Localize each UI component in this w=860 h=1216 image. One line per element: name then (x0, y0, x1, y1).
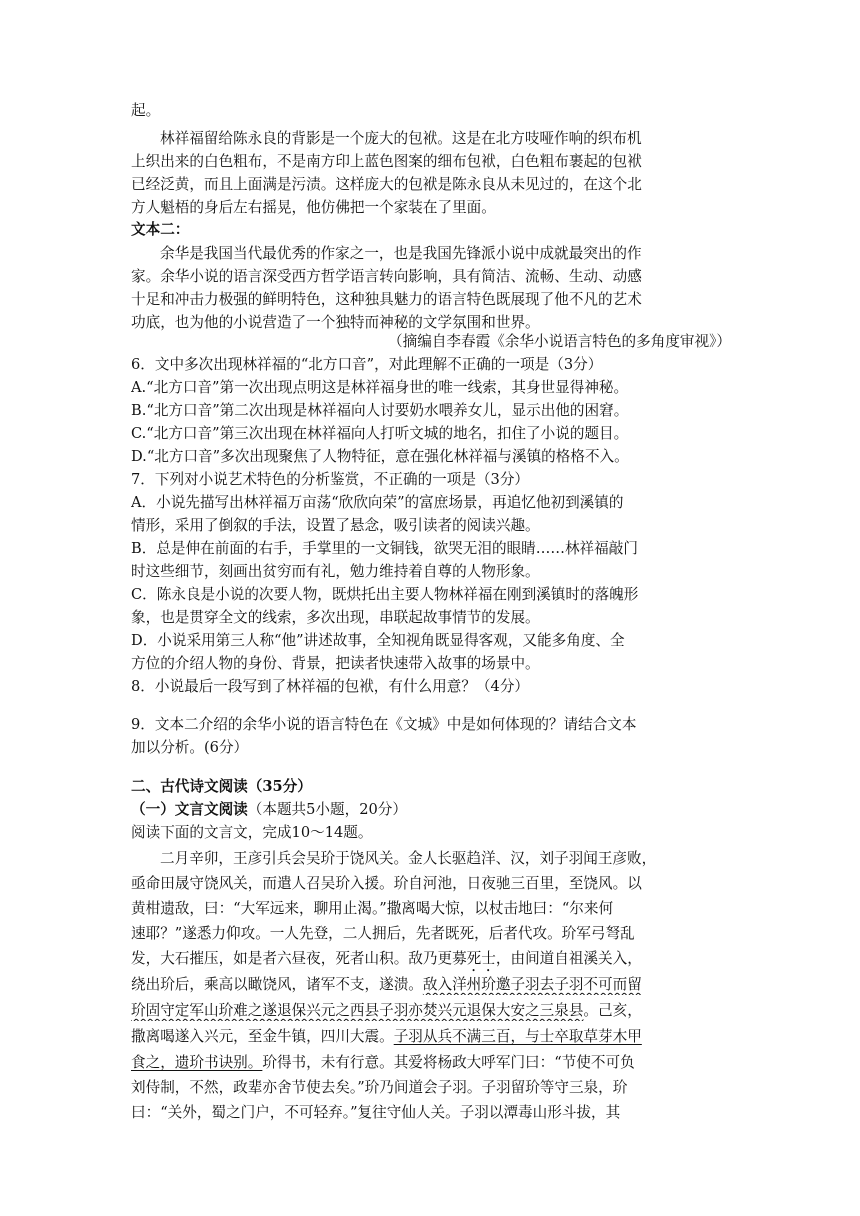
section-2-heading: 二、古代诗文阅读（35分） (131, 778, 312, 795)
subheading-title: （一）文言文阅读 (131, 801, 248, 818)
question-7-option-d-cont: 方位的介绍人物的身份、背景，把读者快速带入故事的场景中。 (131, 655, 540, 672)
text2-line: 家。余华小说的语言深受西方哲学语言转向影响，具有简洁、流畅、生动、动感 (131, 268, 642, 285)
text1-line: 已经泛黄，而且上面满是污渍。这样庞大的包袱是陈永良从未见过的，在这个北 (131, 176, 642, 193)
question-9: 9．文本二介绍的余华小说的语言特色在《文城》中是如何体现的？请结合文本 (131, 716, 637, 733)
question-7-option-a: A．小说先描写出林祥福万亩荡“欣欣向荣”的富庶场景，再追忆他初到溪镇的 (131, 494, 624, 511)
question-7-option-d: D．小说采用第三人称“他”讲述故事，全知视角既显得客观，又能多角度、全 (131, 632, 625, 649)
question-8: 8．小说最后一段写到了林祥福的包袱，有什么用意？（4分） (131, 678, 530, 695)
passage-line: 二月辛卯，王彦引兵会吴玠于饶风关。金人长驱趋洋、汉，刘子羽闻王彦败， (160, 850, 657, 867)
text1-line: 方人魁梧的身后左右摇晃，他仿佛把一个家装在了里面。 (131, 199, 496, 216)
wavy-underlined-segment: 玠固守定军山玠难之遂退保兴元之西县子羽亦焚兴元退保大安之三泉县 (131, 1002, 584, 1019)
underlined-sentence: 食之，遗玠书诀别。 (131, 1054, 263, 1071)
text1-line: 上织出来的白色粗布，不是南方印上蓝色图案的细布包袱，白色粗布裹起的包袱 (131, 153, 642, 170)
passage-line (131, 1027, 731, 1047)
question-7-option-c: C．陈永良是小说的次要人物，既烘托出主要人物林祥福在刚到溪镇时的落魄形 (131, 586, 639, 603)
text1-line: 起。 (131, 102, 161, 119)
passage-segment: 绕出玠后，乘高以瞰饶风，诸军不支，遂溃。 (131, 976, 423, 993)
passage-line (131, 1001, 731, 1021)
passage-segment: 撒离喝遂入兴元，至金牛镇，四川大震。 (131, 1028, 394, 1045)
dotted-word: 死士 (466, 950, 496, 967)
passage-segment: 。己亥， (583, 1002, 642, 1019)
underlined-sentence: 子羽从兵不满三百，与士卒取草芽木甲 (393, 1028, 642, 1045)
passage-line (131, 949, 731, 975)
passage-line (131, 975, 731, 995)
text1-line: 林祥福留给陈永良的背影是一个庞大的包袱。这是在北方吱哑作响的织布机 (160, 130, 642, 147)
section-2-instruction: 阅读下面的文言文，完成10～14题。 (131, 824, 373, 841)
passage-line: 曰：“关外，蜀之门户，不可轻弃。”复往守仙人关。子羽以潭毒山形斗拔，其 (131, 1104, 621, 1121)
text2-line: 余华是我国当代最优秀的作家之一，也是我国先锋派小说中成就最突出的作 (160, 245, 642, 262)
passage-line: 黄柑遗敌，曰：“大军远来，聊用止渴。”撒离喝大惊，以杖击地曰：“尔来何 (131, 900, 614, 917)
wavy-underlined-segment: 敌入洋州玠邀子羽去子羽不可而留 (422, 976, 642, 993)
passage-segment: 玠得书，未有行意。其爱将杨政大呼军门曰：“节使不可负 (262, 1054, 635, 1071)
question-6-option-d: D.“北方口音”多次出现聚焦了人物特征，意在强化林祥福与溪镇的格格不入。 (131, 448, 629, 465)
passage-line: 速耶？”遂悉力仰攻。一人先登，二人拥后，先者既死，后者代攻。玠军弓弩乱 (131, 925, 635, 942)
question-7: 7．下列对小说艺术特色的分析鉴赏，不正确的一项是（3分） (131, 471, 530, 488)
passage-segment: 发，大石摧压，如是者六昼夜，死者山积。敌乃更募 (131, 950, 467, 967)
text2-line: 功底，也为他的小说营造了一个独特而神秘的文学氛围和世界。 (131, 314, 540, 331)
question-6-option-a: A.“北方口音”第一次出现点明这是林祥福身世的唯一线索，其身世显得神秘。 (131, 379, 629, 396)
passage-segment: ，由间道自祖溪关入， (495, 950, 642, 967)
question-6: 6．文中多次出现林祥福的“北方口音”，对此理解不正确的一项是（3分） (131, 356, 603, 373)
question-7-option-a-cont: 情形，采用了倒叙的手法，设置了悬念，吸引读者的阅读兴趣。 (131, 517, 540, 534)
question-9-cont: 加以分析。(6分） (131, 739, 249, 756)
question-7-option-b: B．总是伸在前面的右手，手掌里的一文铜钱，欲哭无泪的眼睛……林祥福敲门 (131, 540, 638, 557)
passage-line (131, 1053, 731, 1073)
passage-line: 亟命田晟守饶风关，而遣人召吴玠入援。玠自河池，日夜驰三百里，至饶风。以 (131, 875, 642, 892)
question-7-option-c-cont: 象，也是贯穿全文的线索，多次出现，串联起故事情节的发展。 (131, 609, 540, 626)
question-7-option-b-cont: 时这些细节，刻画出贫穷而有礼，勉力维持着自尊的人物形象。 (131, 563, 540, 580)
text2-source: （摘编自李春霞《余华小说语言特色的多角度审视》） (388, 333, 731, 350)
section-2-subheading (131, 800, 731, 820)
question-6-option-b: B.“北方口音”第二次出现是林祥福向人讨要奶水喂养女儿，显示出他的困窘。 (131, 402, 629, 419)
text2-heading: 文本二： (131, 221, 190, 238)
question-6-option-c: C.“北方口音”第三次出现在林祥福向人打听文城的地名，扣住了小说的题目。 (131, 425, 629, 442)
passage-line: 刘侍制，不然，政辈亦舍节使去矣。”玠乃间道会子羽。子羽留玠等守三泉，玠 (131, 1079, 628, 1096)
subheading-detail: （本题共5小题，20分） (247, 801, 407, 818)
text2-line: 十足和冲击力极强的鲜明特色，这种独具魅力的语言特色既展现了他不凡的艺术 (131, 291, 642, 308)
